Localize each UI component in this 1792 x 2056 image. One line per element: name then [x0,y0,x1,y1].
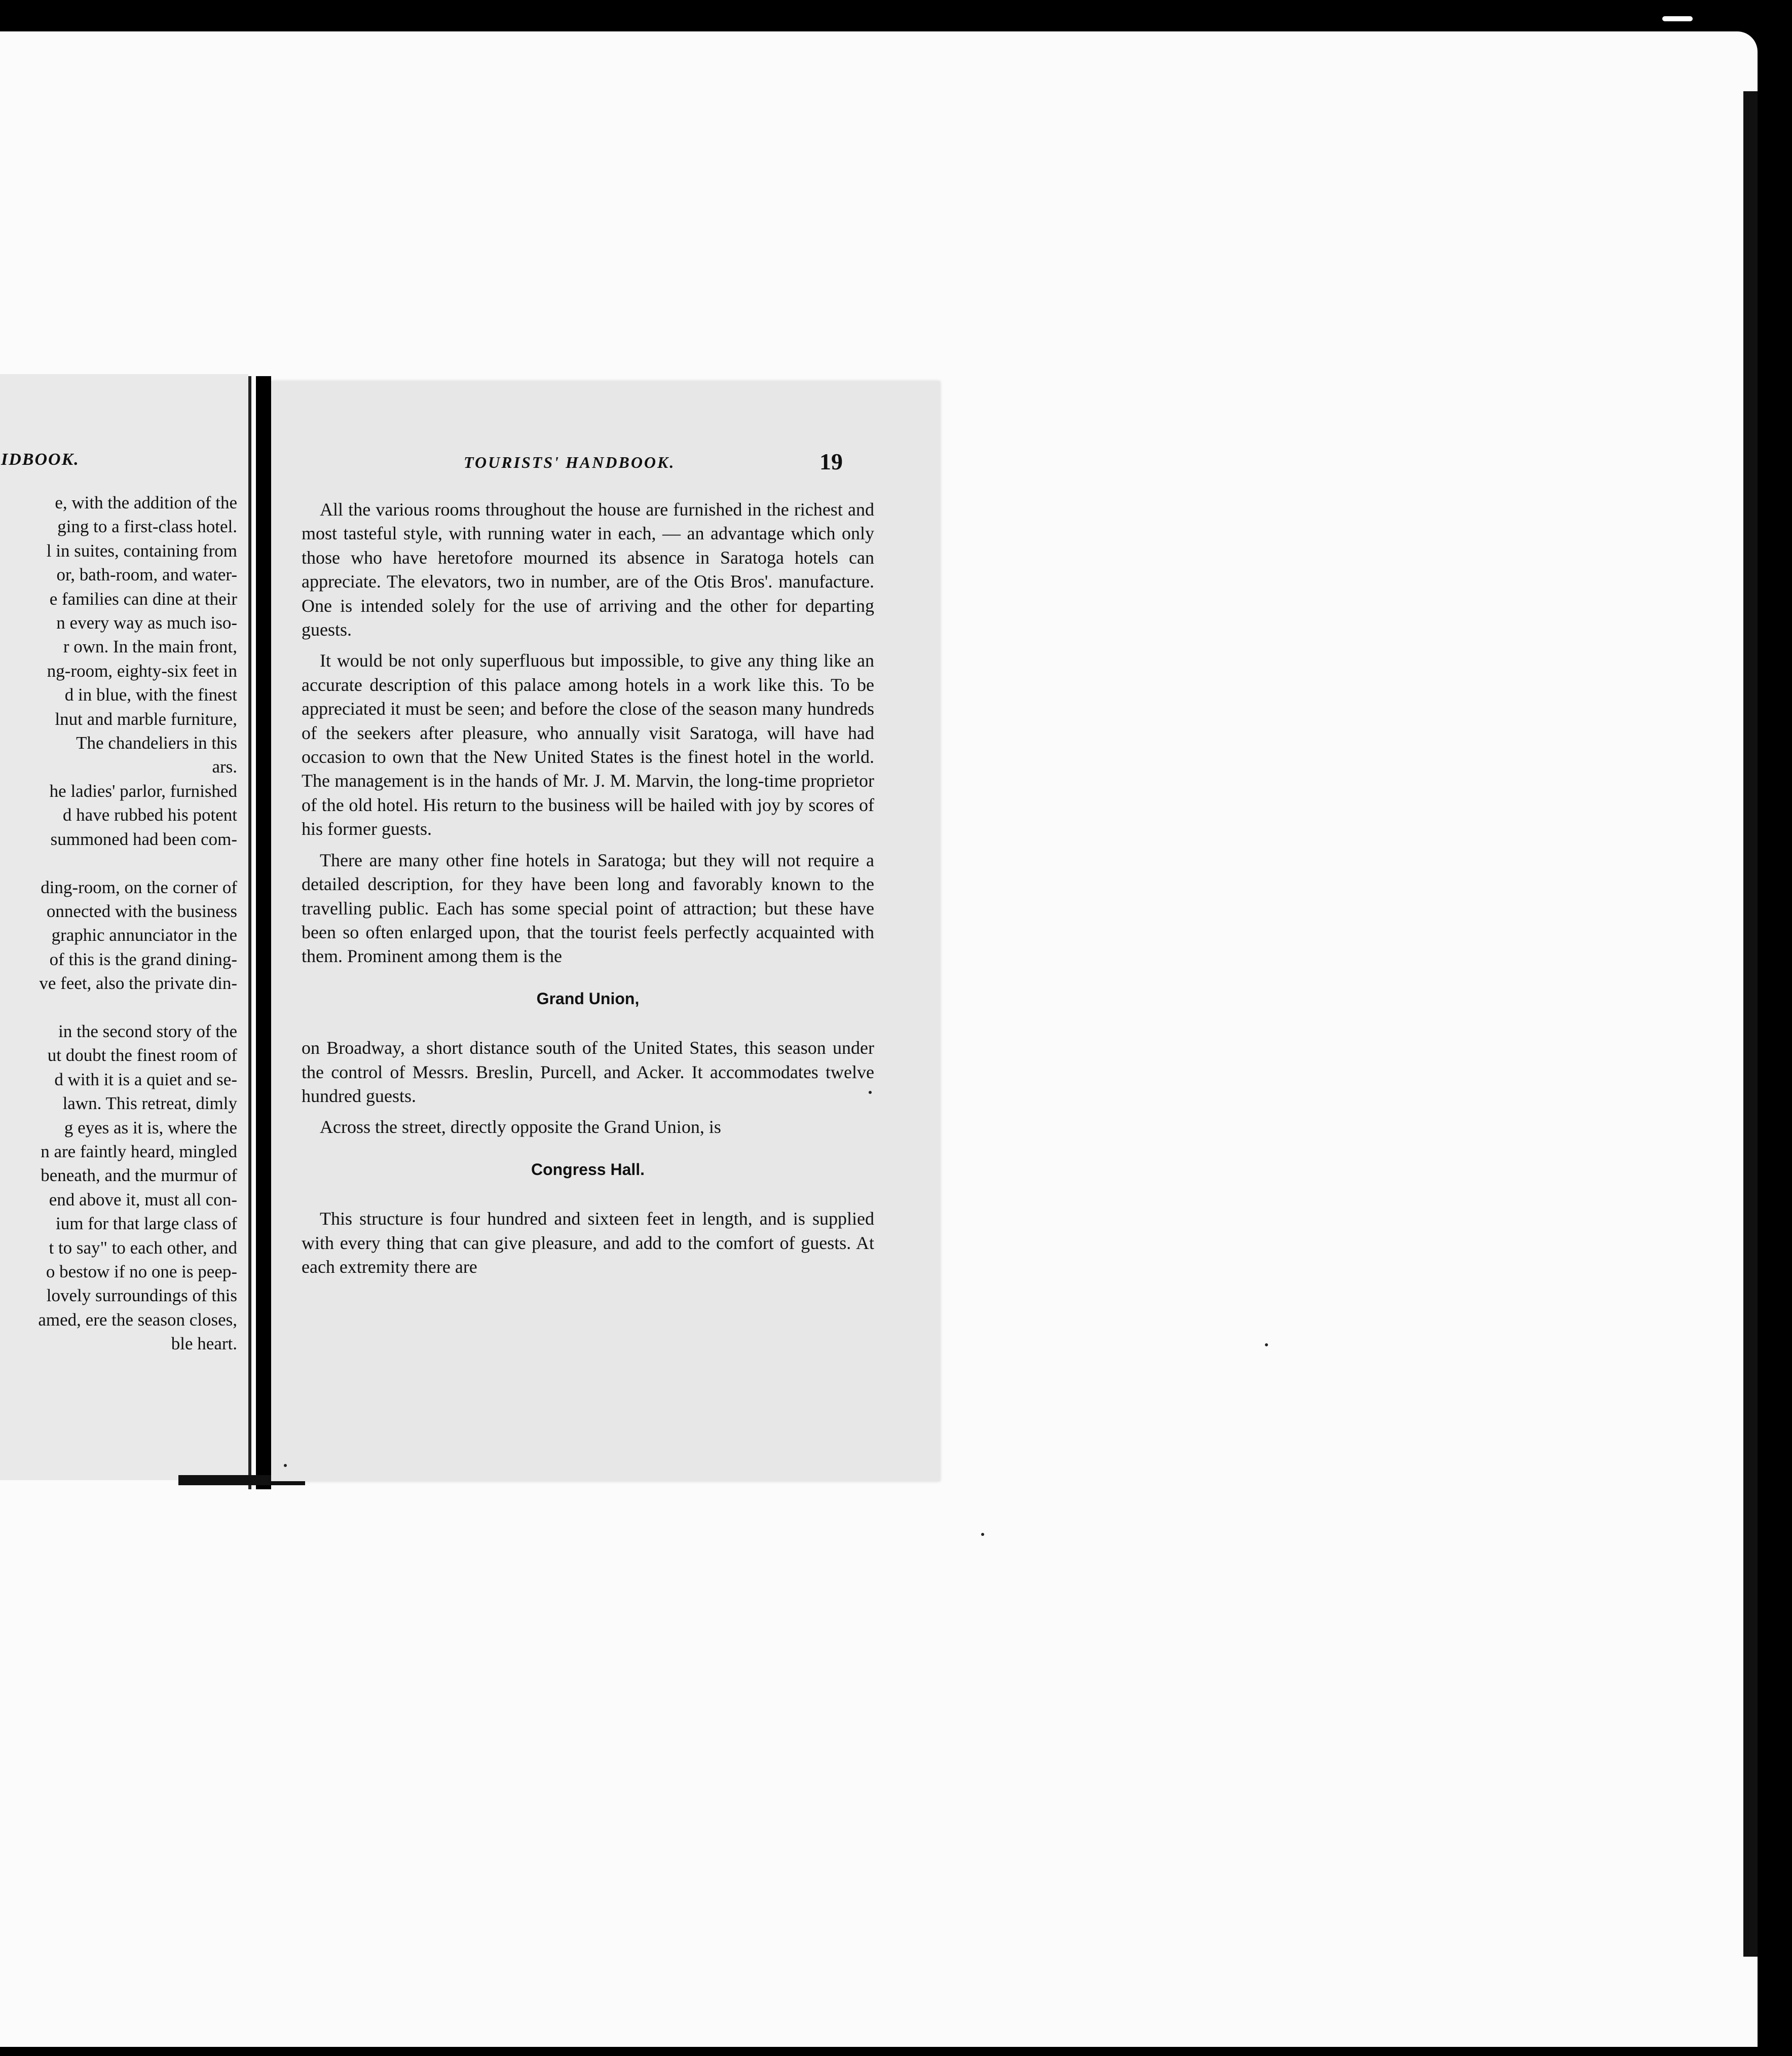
left-page-line: The chandeliers in this [76,733,237,753]
left-page-line: in the second story of the [58,1021,237,1041]
left-page-line: d with it is a quiet and se- [54,1069,237,1089]
left-page-line: d in blue, with the finest [64,685,237,705]
left-page-line: r own. In the main front, [63,637,237,657]
paragraph: This structure is four hundred and sixteen feet in length, and is supplied with every thing that can give pleasure, and add to the comfort of guests. At each extremity there are [302,1208,874,1277]
left-page-line: n every way as much iso- [56,613,237,633]
left-page-line: g eyes as it is, where the [64,1117,237,1137]
left-page-line: of this is the grand dining- [49,949,237,969]
scan-frame-inner-bar [1743,91,1758,1957]
binding-edge [248,376,251,1489]
left-page-line: lnut and marble furniture, [55,709,237,729]
left-page-line: he ladies' parlor, furnished [49,781,237,801]
left-running-head: IDBOOK. [1,450,80,469]
left-page-line: ium for that large class of [56,1214,237,1234]
left-page-line: n are faintly heard, mingled [41,1141,237,1161]
left-page-line: d have rubbed his potent [62,805,237,825]
left-page-line: beneath, and the murmur of [41,1165,237,1186]
scan-frame-bottom [0,2047,1792,2056]
left-page-line: ars. [212,757,237,777]
left-page-line: l in suites, containing from [46,540,237,561]
left-page-line: ut doubt the finest room of [47,1045,237,1066]
left-page-line: graphic annunciator in the [51,925,237,945]
section-heading-congress-hall: Congress Hall. [531,1160,645,1179]
page-header [271,449,940,479]
left-page-line: end above it, must all con- [49,1189,237,1209]
dust-speck [1265,1343,1268,1346]
left-page-fragment [0,374,248,1480]
left-page-line: onnected with the business [46,901,237,921]
left-page-line: ging to a first-class hotel. [57,517,237,537]
paragraph: There are many other fine hotels in Saratoga; but they will not require a detailed description, for they have been long and favorably known to the travelling public. Each has some special point of attraction; but these have been so often enlarged upon, that the tourist feels perfectly acquainted with them. Prominent among them is the [302,850,874,967]
paragraph: All the various rooms throughout the house are furnished in the richest and most tasteful style, with running water in each, — an advantage which only those who have heretofore mourned its absence in Saratoga hotels can appreciate. The elevators, two in number, are of the Otis Bros'. manufacture. One is intended solely for the use of arriving and the other for departing guests. [302,499,874,640]
left-page-line: summoned had been com- [50,829,237,849]
page-body [302,498,874,1286]
paragraph: on Broadway, a short distance south of the United States, this season under the control of Messrs. Breslin, Purcell, and Acker. It accommodates twelve hundred guests. [302,1038,874,1106]
corner-scratch-mark [1662,16,1693,21]
left-page-line: ve feet, also the private din- [39,973,237,994]
running-head: TOURISTS' HANDBOOK. [464,453,676,471]
page-number: 19 [819,449,843,474]
dust-speck [981,1533,984,1536]
left-page-text [0,491,237,1356]
left-page-line: ng-room, eighty-six feet in [47,660,237,681]
left-page-line: ding-room, on the corner of [41,877,237,897]
left-page-line: o bestow if no one is peep- [46,1262,237,1281]
left-page-line: amed, ere the season closes, [38,1309,237,1330]
section-heading-grand-union: Grand Union, [536,989,640,1008]
dust-speck [284,1464,287,1467]
main-page [271,381,940,1481]
left-page-line: ble heart. [171,1334,237,1354]
left-page-line [0,851,237,875]
left-page-line: lawn. This retreat, dimly [62,1093,237,1114]
paragraph: It would be not only superfluous but impossible, to give any thing like an accurate description of this palace among hotels in a work like this. To be appreciated it must be seen; and before the close of the season many hundreds of the seekers after pleasure, who annually visit Saratoga, will have had occasion to own that the New United States is the finest hotel in the world. The management is in the hands of Mr. J. M. Marvin, the long-time proprietor of the old hotel. His return to the business will be hailed with joy by scores of his former guests. [302,650,874,839]
left-page-line [0,996,237,1019]
left-page-line: or, bath-room, and water- [56,565,237,585]
dust-speck [869,1091,872,1094]
left-page-line: t to say" to each other, and [49,1237,237,1258]
left-page-line: e families can dine at their [49,589,237,609]
scan-frame-right [1758,0,1792,2056]
paragraph: Across the street, directly opposite the Grand Union, is [320,1117,721,1137]
left-page-line: lovely surroundings of this [46,1286,237,1306]
left-page-line: e, with the addition of the [55,493,237,512]
book-gutter [256,376,271,1489]
